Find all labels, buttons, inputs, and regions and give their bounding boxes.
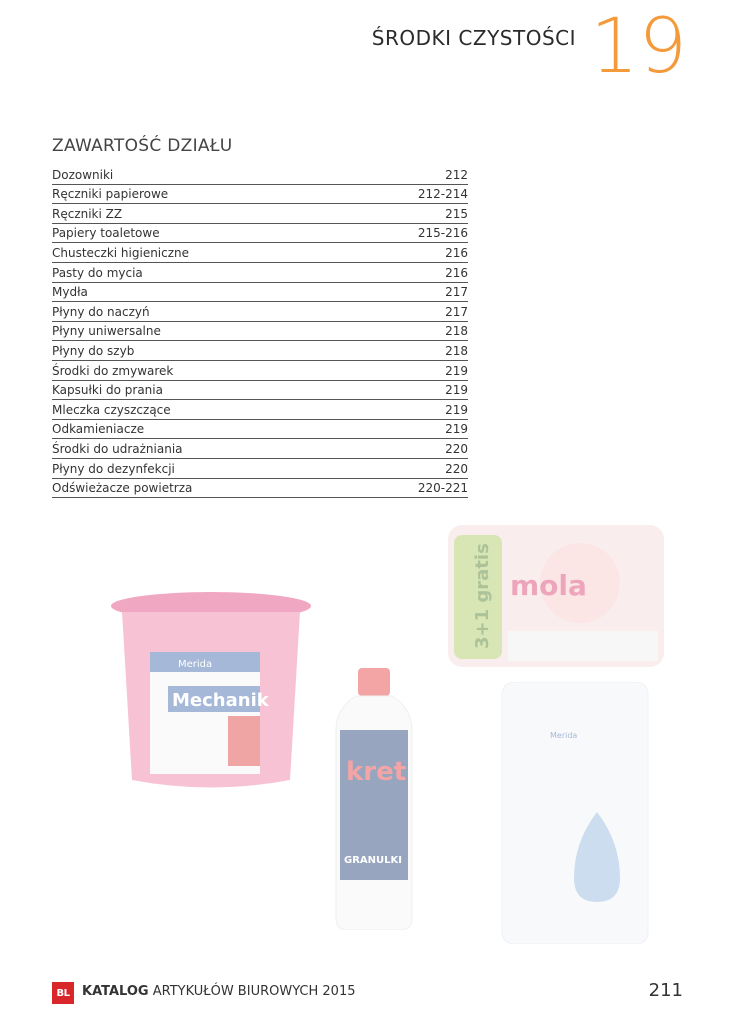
toc-pages: 219 xyxy=(445,383,468,398)
toc-row xyxy=(52,224,468,244)
toc-label: Ręczniki ZZ xyxy=(52,206,123,221)
toc-pages: 220 xyxy=(445,441,468,456)
toc-label: Płyny uniwersalne xyxy=(52,324,161,339)
chapter-number: 19 xyxy=(590,1,687,90)
toc-pages: 212 xyxy=(445,167,468,182)
bl-logo: BL xyxy=(52,982,74,1004)
toc-label: Papiery toaletowe xyxy=(52,226,160,241)
toc-row xyxy=(52,322,468,342)
section-title: ZAWARTOŚĆ DZIAŁU xyxy=(52,136,233,156)
toc-row xyxy=(52,204,468,224)
toc-pages: 218 xyxy=(445,343,468,358)
toc-pages: 218 xyxy=(445,324,468,339)
toc-row xyxy=(52,243,468,263)
toc-pages: 220-221 xyxy=(417,481,468,496)
toc-pages: 219 xyxy=(445,402,468,417)
toc-row xyxy=(52,381,468,401)
toc-label: Kapsułki do prania xyxy=(52,383,163,398)
toc-row xyxy=(52,459,468,479)
toc-row xyxy=(52,165,468,185)
toc-pages: 220 xyxy=(445,461,468,476)
toc-label: Mleczka czyszczące xyxy=(52,402,171,417)
toc-label: Dozowniki xyxy=(52,167,114,182)
bottle-sublabel: GRANULKI xyxy=(344,855,402,866)
toc-label: Odświeżacze powietrza xyxy=(52,481,193,496)
bucket-label: Mechanik xyxy=(172,690,269,711)
toc-pages: 215 xyxy=(445,206,468,221)
toc-row xyxy=(52,400,468,420)
towels-brand: mola xyxy=(510,569,587,602)
soap-dispenser-product-image xyxy=(500,682,650,944)
toc-label: Mydła xyxy=(52,285,88,300)
toc-label: Chusteczki higieniczne xyxy=(52,245,190,260)
footer-catalog-title xyxy=(82,984,356,999)
toc-row xyxy=(52,361,468,381)
toc-row xyxy=(52,420,468,440)
chapter-title: ŚRODKI CZYSTOŚCI xyxy=(371,26,576,50)
toc-pages: 219 xyxy=(445,363,468,378)
toc-pages: 217 xyxy=(445,285,468,300)
toc-row xyxy=(52,341,468,361)
toc-label: Odkamieniacze xyxy=(52,422,145,437)
toc-label: Środki do udrażniania xyxy=(52,441,183,456)
toc-label: Ręczniki papierowe xyxy=(52,187,169,202)
toc-row xyxy=(52,439,468,459)
toc-pages: 219 xyxy=(445,422,468,437)
toc-label: Pasty do mycia xyxy=(52,265,143,280)
dispenser-brand: Merida xyxy=(550,731,578,740)
toc-label: Płyny do dezynfekcji xyxy=(52,461,175,476)
toc-label: Płyny do naczyń xyxy=(52,304,150,319)
paper-towels-product-image xyxy=(448,525,664,667)
page-number: 211 xyxy=(648,980,683,1001)
toc-pages: 212-214 xyxy=(417,187,468,202)
bottle-label: kret xyxy=(346,757,407,787)
toc-pages: 215-216 xyxy=(417,226,468,241)
footer-catalog-bold: KATALOG xyxy=(82,984,149,999)
toc-row xyxy=(52,263,468,283)
toc-pages: 216 xyxy=(445,245,468,260)
bottle-product-image xyxy=(334,668,414,930)
bucket-brand: Merida xyxy=(178,659,213,670)
toc-row xyxy=(52,479,468,499)
bucket-product-image xyxy=(108,590,314,795)
toc-label: Płyny do szyb xyxy=(52,343,135,358)
toc-row xyxy=(52,185,468,205)
footer-catalog-rest: ARTYKUŁÓW BIUROWYCH 2015 xyxy=(152,984,356,999)
toc-pages: 217 xyxy=(445,304,468,319)
toc-label: Środki do zmywarek xyxy=(52,363,174,378)
toc-pages: 216 xyxy=(445,265,468,280)
toc-row xyxy=(52,302,468,322)
toc-row xyxy=(52,283,468,303)
towels-promo: 3+1 gratis xyxy=(472,543,493,649)
table-of-contents xyxy=(52,165,468,498)
